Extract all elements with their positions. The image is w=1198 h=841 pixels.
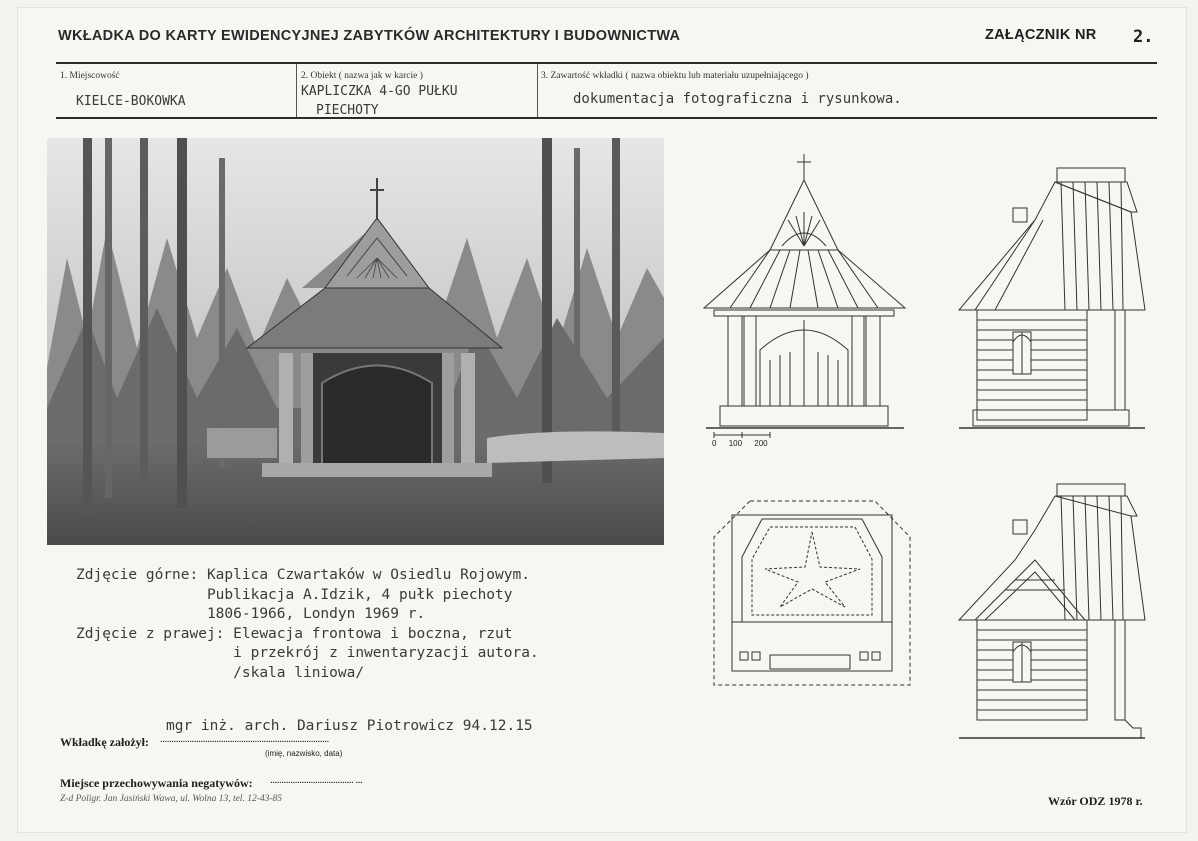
attachment-label: ZAŁĄCZNIK NR (985, 27, 1097, 43)
contents-label: 3. Zawartość wkładki ( nazwa obiektu lub materiału uzupełniającego ) (541, 71, 809, 81)
header-rule-top (56, 62, 1157, 64)
caption-line-5: i przekrój z inwentaryzacji autora. (76, 645, 539, 661)
author-dots: ........................................................................... (160, 733, 329, 745)
document-title: WKŁADKA DO KARTY EWIDENCYJNEJ ZABYTKÓW ARCHITEKTURY I BUDOWNICTWA (58, 28, 681, 44)
front-elevation-drawing (700, 150, 915, 450)
object-label: 2. Obiekt ( nazwa jak w karcie ) (301, 71, 423, 81)
caption-line-3: 1806-1966, Londyn 1969 r. (76, 606, 426, 622)
author-value: mgr inż. arch. Dariusz Piotrowicz 94.12.15 (166, 718, 533, 734)
scale-label-200: 200 (754, 439, 768, 448)
caption-line-1: Zdjęcie górne: Kaplica Czwartaków w Osiedlu Rojowym. (76, 567, 530, 583)
scale-label-100: 100 (728, 439, 743, 448)
scale-bar-labels (712, 439, 768, 448)
author-label: Wkładkę założył: (60, 735, 149, 749)
field-divider-1 (296, 64, 297, 117)
object-value-line1: KAPLICZKA 4-GO PUŁKU (301, 84, 458, 99)
chapel-photo-illustration (47, 138, 664, 545)
contents-value: dokumentacja fotograficzna i rysunkowa. (573, 91, 902, 107)
locality-value: KIELCE-BOKOWKA (76, 94, 186, 109)
negatives-label: Miejsce przechowywania negatywów: (60, 776, 253, 790)
field-divider-2 (537, 64, 538, 117)
photo-caption (76, 566, 539, 683)
header-rule-bottom (56, 117, 1157, 119)
side-elevation-drawing (955, 160, 1150, 435)
form-pattern: Wzór ODZ 1978 r. (1048, 794, 1143, 808)
scale-label-0: 0 (712, 439, 717, 448)
object-value-line2: PIECHOTY (316, 103, 379, 116)
cross-section-drawing (955, 480, 1150, 745)
caption-line-6: /skala liniowa/ (76, 664, 365, 681)
floor-plan-drawing (710, 497, 915, 687)
printer-imprint: Z-d Poligr. Jan Jasiński Wawa, ul. Wolna 13, tel. 12-43-85 (60, 794, 283, 804)
caption-line-2: Publikacja A.Idzik, 4 pułk piechoty (76, 586, 513, 603)
caption-line-4: Zdjęcie z prawej: Elewacja frontowa i boczna, rzut (76, 625, 513, 642)
author-hint: (imię, nazwisko, data) (265, 749, 343, 758)
negatives-dots: ..................................... ... (270, 774, 363, 786)
chapel-photograph (47, 138, 664, 545)
attachment-number: 2. (1133, 27, 1154, 47)
locality-label: 1. Miejscowość (60, 71, 120, 81)
